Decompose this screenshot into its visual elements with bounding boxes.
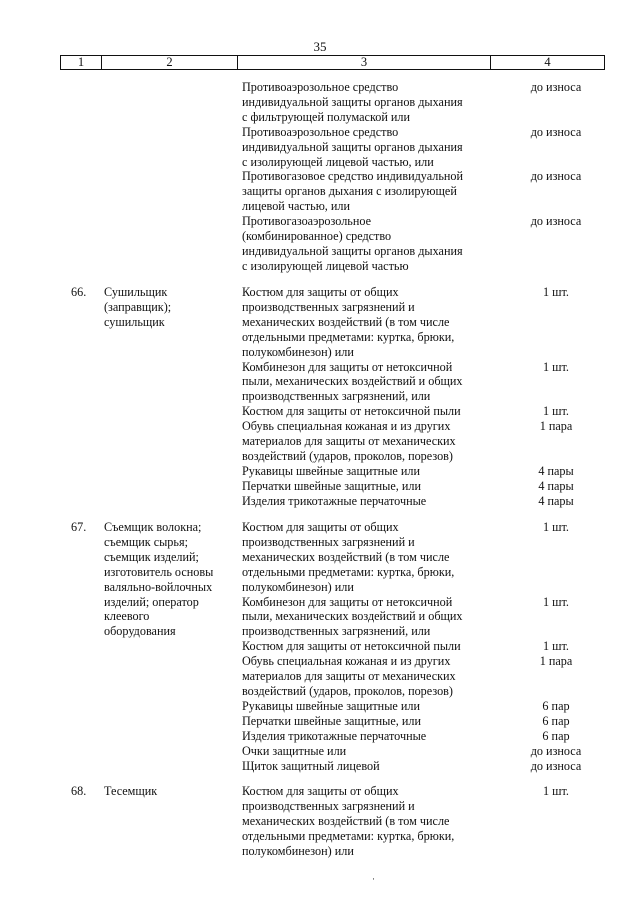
ppe-item-line: пыли, механических воздействий и общих <box>242 609 463 624</box>
ppe-item-description <box>242 639 510 654</box>
profession-line: съемщик сырья; <box>104 534 188 549</box>
ppe-item-line: Перчатки швейные защитные, или <box>242 713 422 728</box>
footer-mark: · <box>372 874 375 884</box>
ppe-item-line: с изолирующей лицевой частью, или <box>242 154 434 169</box>
ppe-item-quantity: до износа <box>530 169 582 184</box>
ppe-item-description <box>242 419 510 464</box>
ppe-item-quantity: 4 пары <box>538 463 574 478</box>
ppe-item-quantity: 1 пара <box>539 419 573 434</box>
ppe-item-line: с фильтрующей полумаской или <box>242 109 411 124</box>
ppe-item-line: механических воздействий (в том числе <box>242 549 450 564</box>
ppe-item-line: производственных загрязнений, или <box>242 389 431 404</box>
ppe-item <box>242 169 622 214</box>
ppe-item-quantity: 1 шт. <box>543 784 569 798</box>
ppe-item-line: Костюм для защиты от нетоксичной пыли <box>242 639 461 654</box>
ppe-item <box>242 639 622 654</box>
profession-line: съемщик изделий; <box>104 549 199 564</box>
ppe-item-line: Костюм для защиты от общих <box>242 520 399 534</box>
profession-line: Сушильщик <box>104 285 168 299</box>
ppe-item <box>242 654 622 699</box>
ppe-item-description <box>242 404 510 419</box>
ppe-item-quantity: 1 пара <box>539 654 573 669</box>
ppe-item-line: производственных загрязнений и <box>242 299 415 314</box>
ppe-item-quantity: до износа <box>530 80 582 94</box>
ppe-item-quantity: 6 пар <box>542 713 570 728</box>
ppe-item-line: лицевой частью, или <box>242 199 351 214</box>
ppe-item-quantity: до износа <box>530 743 582 758</box>
ppe-item-line: Рукавицы швейные защитные или <box>242 463 420 478</box>
ppe-item <box>242 80 622 125</box>
ppe-item <box>242 744 622 759</box>
profession-line: изготовитель основы <box>104 564 214 579</box>
ppe-item-line: Перчатки швейные защитные, или <box>242 478 422 493</box>
ppe-item-quantity: 1 шт. <box>543 359 569 374</box>
ppe-item-line: Изделия трикотажные перчаточные <box>242 493 427 508</box>
ppe-item-line: Изделия трикотажные перчаточные <box>242 728 427 743</box>
row-number: 68. <box>71 784 87 798</box>
ppe-item-line: Комбинезон для защиты от нетоксичной <box>242 359 453 374</box>
ppe-item-line: (комбинированное) средство <box>242 229 392 244</box>
ppe-item <box>242 759 622 774</box>
profession-name <box>104 784 239 799</box>
ppe-item-line: воздействий (ударов, проколов, порезов) <box>242 683 453 698</box>
profession-line: (заправщик); <box>104 299 172 314</box>
ppe-item-line: индивидуальной защиты органов дыхания <box>242 94 463 109</box>
ppe-item-quantity: 1 шт. <box>543 404 569 419</box>
ppe-item <box>242 729 622 744</box>
ppe-item-line: с изолирующей лицевой частью <box>242 258 409 273</box>
ppe-item-quantity: 4 пары <box>538 493 574 508</box>
ppe-item-quantity: 1 шт. <box>543 285 569 299</box>
ppe-item-line: Костюм для защиты от общих <box>242 285 399 299</box>
ppe-item-description <box>242 494 510 509</box>
header-col-1: 1 <box>61 56 102 69</box>
ppe-item <box>242 595 622 640</box>
ppe-item-description <box>242 214 510 274</box>
ppe-item-line: отдельными предметами: куртка, брюки, <box>242 564 455 579</box>
row-number: 67. <box>71 520 87 534</box>
ppe-item-line: Костюм для защиты от нетоксичной пыли <box>242 404 461 419</box>
ppe-item <box>242 784 622 859</box>
ppe-item <box>242 419 622 464</box>
ppe-item <box>242 479 622 494</box>
ppe-item-line: механических воздействий (в том числе <box>242 314 450 329</box>
profession-line: Съемщик волокна; <box>104 520 202 534</box>
ppe-item <box>242 520 622 595</box>
profession-line: сушильщик <box>104 314 165 329</box>
ppe-items <box>242 784 622 859</box>
ppe-item <box>242 125 622 170</box>
ppe-item-quantity: 1 шт. <box>543 639 569 654</box>
ppe-item-line: защиты органов дыхания с изолирующей <box>242 184 457 199</box>
ppe-item-line: воздействий (ударов, проколов, порезов) <box>242 448 453 463</box>
ppe-item-quantity: 1 шт. <box>543 520 569 534</box>
ppe-item-line: производственных загрязнений и <box>242 798 415 813</box>
ppe-item-line: полукомбинезон) или <box>242 344 354 359</box>
ppe-item-line: индивидуальной защиты органов дыхания <box>242 243 463 258</box>
ppe-item-line: Обувь специальная кожаная и из других <box>242 654 451 669</box>
row-number: 66. <box>71 285 87 299</box>
continuation-items <box>242 80 622 274</box>
ppe-item-description <box>242 729 510 744</box>
ppe-items <box>242 285 622 509</box>
ppe-item <box>242 404 622 419</box>
ppe-item-line: Противогазоаэрозольное <box>242 214 372 229</box>
ppe-item-description <box>242 464 510 479</box>
ppe-item-description <box>242 285 510 360</box>
ppe-item-description <box>242 520 510 595</box>
ppe-item-description <box>242 80 510 125</box>
ppe-item-line: Рукавицы швейные защитные или <box>242 698 420 713</box>
ppe-items <box>242 520 622 773</box>
ppe-item-line: Обувь специальная кожаная и из других <box>242 419 451 434</box>
ppe-item-line: пыли, механических воздействий и общих <box>242 374 463 389</box>
header-col-4: 4 <box>544 55 551 69</box>
ppe-item-line: отдельными предметами: куртка, брюки, <box>242 828 455 843</box>
ppe-item-line: производственных загрязнений и <box>242 534 415 549</box>
ppe-item <box>242 699 622 714</box>
ppe-item-line: Очки защитные или <box>242 743 347 758</box>
ppe-item <box>242 494 622 509</box>
ppe-item-line: материалов для защиты от механических <box>242 669 456 684</box>
ppe-item-description <box>242 125 510 170</box>
ppe-item <box>242 360 622 405</box>
profession-name <box>104 285 239 330</box>
ppe-item-description <box>242 654 510 699</box>
ppe-item-quantity: 1 шт. <box>543 594 569 609</box>
profession-line: изделий; оператор <box>104 594 199 609</box>
ppe-item-quantity: 4 пары <box>538 478 574 493</box>
ppe-item-line: Противоаэрозольное средство <box>242 80 399 94</box>
ppe-item-line: Противогазовое средство индивидуальной <box>242 169 464 184</box>
ppe-item-line: полукомбинезон) или <box>242 579 354 594</box>
ppe-item-description <box>242 714 510 729</box>
ppe-item-line: индивидуальной защиты органов дыхания <box>242 139 463 154</box>
ppe-item-description <box>242 595 510 640</box>
profession-line: оборудования <box>104 624 176 639</box>
profession-name <box>104 520 239 639</box>
ppe-item-quantity: 6 пар <box>542 698 570 713</box>
ppe-item-line: механических воздействий (в том числе <box>242 813 450 828</box>
page-number: 35 <box>313 39 327 54</box>
ppe-item-line: материалов для защиты от механических <box>242 434 456 449</box>
ppe-item <box>242 285 622 360</box>
ppe-item-quantity: до износа <box>530 214 582 229</box>
ppe-item <box>242 214 622 274</box>
table-header <box>60 55 605 70</box>
ppe-item-quantity: 6 пар <box>542 728 570 743</box>
header-col-3: 3 <box>238 56 491 69</box>
ppe-item-quantity: до износа <box>530 758 582 773</box>
ppe-item-description <box>242 699 510 714</box>
ppe-item-description <box>242 479 510 494</box>
ppe-item <box>242 714 622 729</box>
ppe-item-description <box>242 759 510 774</box>
ppe-item-description <box>242 784 510 859</box>
ppe-item-line: Противоаэрозольное средство <box>242 124 399 139</box>
ppe-item-description <box>242 169 510 214</box>
profession-line: клеевого <box>104 609 150 624</box>
ppe-item <box>242 464 622 479</box>
ppe-item-line: Костюм для защиты от общих <box>242 784 399 798</box>
header-col-2: 2 <box>102 56 238 69</box>
ppe-item-description <box>242 360 510 405</box>
profession-line: Тесемщик <box>104 784 158 798</box>
ppe-item-line: Комбинезон для защиты от нетоксичной <box>242 594 453 609</box>
ppe-item-description <box>242 744 510 759</box>
ppe-item-line: полукомбинезон) или <box>242 843 354 858</box>
ppe-item-line: производственных загрязнений, или <box>242 624 431 639</box>
profession-line: валяльно-войлочных <box>104 579 213 594</box>
ppe-item-line: отдельными предметами: куртка, брюки, <box>242 329 455 344</box>
ppe-item-quantity: до износа <box>530 124 582 139</box>
ppe-item-line: Щиток защитный лицевой <box>242 758 380 773</box>
